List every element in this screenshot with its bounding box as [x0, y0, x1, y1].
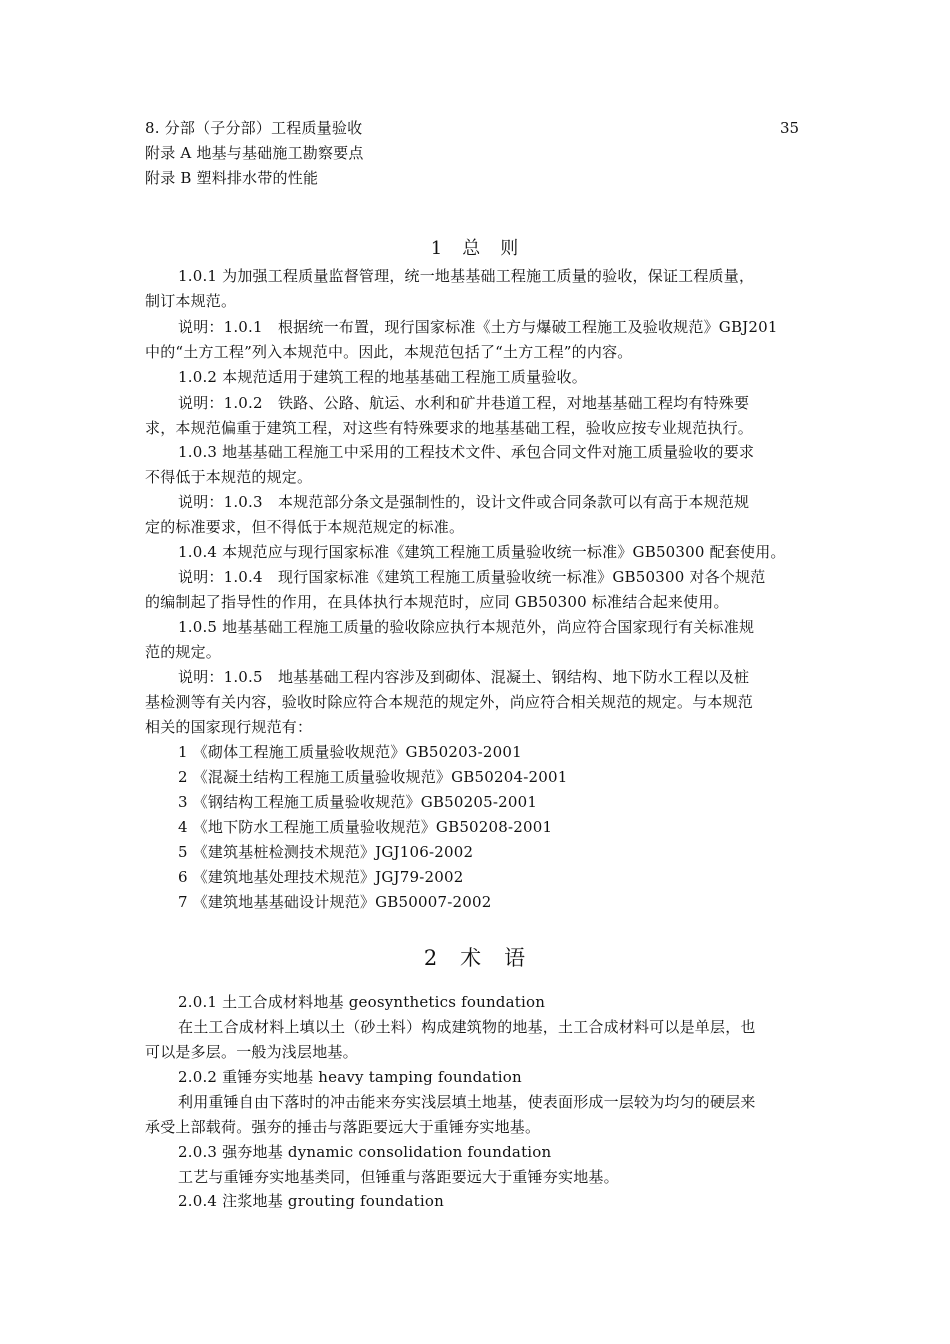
term-2-0-1: 2.0.1 土工合成材料地基 geosynthetics foundation — [178, 993, 546, 1011]
clause-1-0-2: 1.0.2 本规范适用于建筑工程的地基基础工程施工质量验收。 — [178, 368, 587, 386]
list-item: 3 《钢结构工程施工质量验收规范》GB50205-2001 — [178, 793, 538, 811]
toc-entry: 8. 分部（子分部）工程质量验收 — [145, 119, 363, 137]
term-2-0-4: 2.0.4 注浆地基 grouting foundation — [178, 1192, 444, 1210]
clause-1-0-4: 1.0.4 本规范应与现行国家标准《建筑工程施工质量验收统一标准》GB50300 配套使用。 — [178, 543, 786, 561]
term-2-0-3: 2.0.3 强夯地基 dynamic consolidation foundation — [178, 1143, 552, 1161]
list-item: 6 《建筑地基处理技术规范》JGJ79-2002 — [178, 868, 464, 886]
note-1-0-4: 说明：1.0.4 现行国家标准《建筑工程施工质量验收统一标准》GB50300 对各个规范 — [178, 568, 766, 586]
paragraph-line: 在土工合成材料上填以土（砂土料）构成建筑物的地基，土工合成材料可以是单层，也 — [178, 1018, 756, 1036]
paragraph-line: 可以是多层。一般为浅层地基。 — [145, 1043, 358, 1061]
paragraph-line: 利用重锤自由下落时的冲击能来夯实浅层填土地基，使表面形成一层较为均匀的硬层来 — [178, 1093, 756, 1111]
list-item: 2 《混凝土结构工程施工质量验收规范》GB50204-2001 — [178, 768, 568, 786]
paragraph-line: 不得低于本规范的规定。 — [145, 468, 313, 486]
clause-1-0-3: 1.0.3 地基基础工程施工中采用的工程技术文件、承包合同文件对施工质量验收的要求 — [178, 443, 755, 461]
paragraph-line: 范的规定。 — [145, 643, 222, 661]
paragraph-line: 制订本规范。 — [145, 292, 237, 310]
paragraph-line: 工艺与重锤夯实地基类同，但锤重与落距要远大于重锤夯实地基。 — [178, 1168, 619, 1186]
section-title: 2 术 语 — [423, 946, 527, 970]
paragraph-line: 基检测等有关内容，验收时除应符合本规范的规定外，尚应符合相关规范的规定。与本规范 — [145, 693, 754, 711]
toc-page-number: 35 — [780, 119, 800, 137]
paragraph-line: 求，本规范偏重于建筑工程，对这些有特殊要求的地基基础工程，验收应按专业规范执行。 — [145, 419, 754, 437]
list-item: 1 《砌体工程施工质量验收规范》GB50203-2001 — [178, 743, 522, 761]
list-item: 5 《建筑基桩检测技术规范》JGJ106-2002 — [178, 843, 474, 861]
paragraph-line: 承受上部载荷。强夯的捶击与落距要远大于重锤夯实地基。 — [145, 1118, 541, 1136]
note-1-0-3: 说明：1.0.3 本规范部分条文是强制性的，设计文件或合同条款可以有高于本规范规 — [178, 493, 750, 511]
term-2-0-2: 2.0.2 重锤夯实地基 heavy tamping foundation — [178, 1068, 522, 1086]
note-1-0-2: 说明：1.0.2 铁路、公路、航运、水利和矿井巷道工程，对地基基础工程均有特殊要 — [178, 394, 750, 412]
clause-1-0-5: 1.0.5 地基基础工程施工质量的验收除应执行本规范外，尚应符合国家现行有关标准规 — [178, 618, 755, 636]
list-item: 4 《地下防水工程施工质量验收规范》GB50208-2001 — [178, 818, 553, 836]
toc-entry: 附录 A 地基与基础施工勘察要点 — [145, 144, 364, 162]
list-item: 7 《建筑地基基础设计规范》GB50007-2002 — [178, 893, 492, 911]
note-1-0-5: 说明：1.0.5 地基基础工程内容涉及到砌体、混凝土、钢结构、地下防水工程以及桩 — [178, 668, 750, 686]
toc-entry: 附录 B 塑料排水带的性能 — [145, 169, 319, 187]
clause-1-0-1: 1.0.1 为加强工程质量监督管理，统一地基基础工程施工质量的验收，保证工程质量， — [178, 267, 755, 285]
paragraph-line: 相关的国家现行规范有： — [145, 718, 313, 736]
paragraph-line: 的编制起了指导性的作用，在具体执行本规范时，应同 GB50300 标准结合起来使用。 — [145, 593, 729, 611]
paragraph-line: 中的“土方工程”列入本规范中。因此，本规范包括了“土方工程”的内容。 — [145, 343, 633, 361]
section-title: 1 总 则 — [430, 238, 520, 259]
paragraph-line: 定的标准要求，但不得低于本规范规定的标准。 — [145, 518, 465, 536]
note-1-0-1: 说明：1.0.1 根据统一布置，现行国家标准《土方与爆破工程施工及验收规范》GBJ201 — [178, 318, 778, 336]
